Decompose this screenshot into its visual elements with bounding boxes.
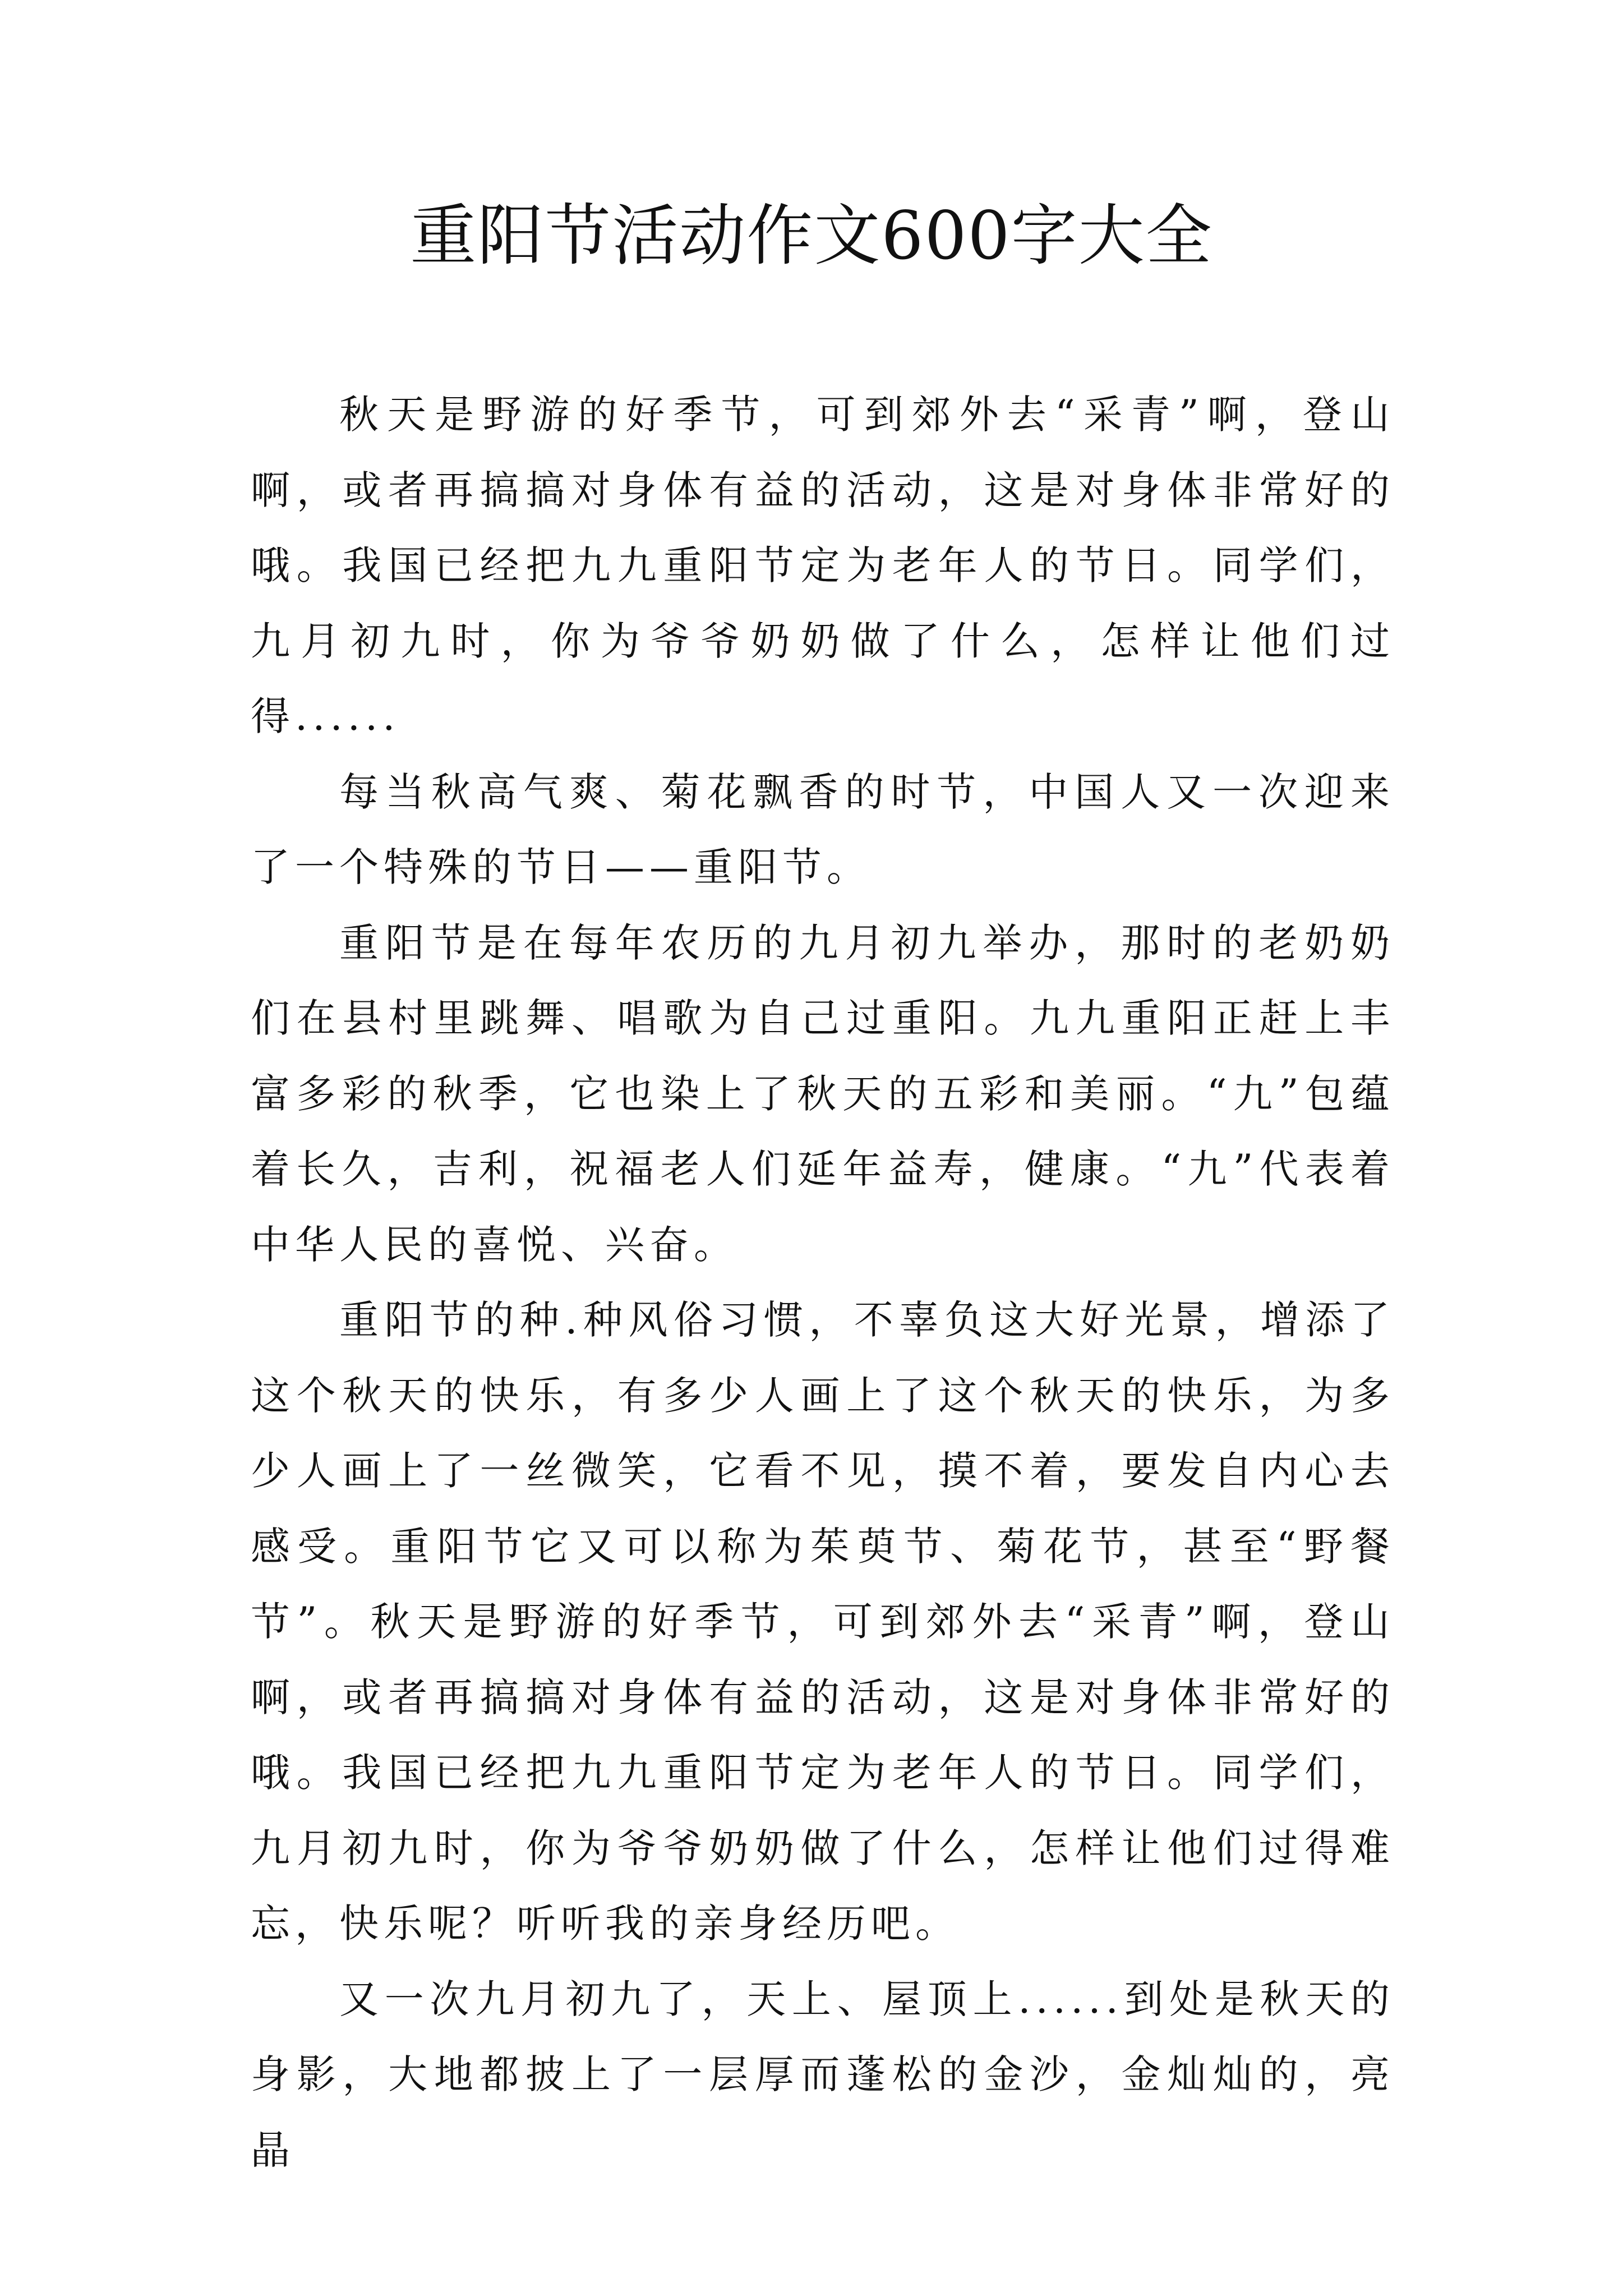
document-body <box>251 377 1395 2188</box>
document-title: 重阳节活动作文600字大全 <box>410 197 1213 274</box>
paragraph-4: 重阳节的种.种风俗习惯，不辜负这大好光景，增添了这个秋天的快乐，有多少人画上了这个秋天的快乐，为多少人画上了一丝微笑，它看不见，摸不着，要发自内心去感受。重阳节它又可以称为茱萸节、菊花节，甚至“野餐节”。秋天是野游的好季节，可到郊外去“采青”啊，登山啊，或者再搞搞对身体有益的活动，这是对身体非常好的哦。我国已经把九九重阳节定为老年人的节日。同学们，九月初九时，你为爷爷奶奶做了什么，怎样让他们过得难忘，快乐呢？听听我的亲身经历吧。 <box>251 1297 1395 1947</box>
paragraph-5: 又一次九月初九了，天上、屋顶上......到处是秋天的身影，大地都披上了一层厚而蓬松的金沙，金灿灿的，亮晶 <box>251 1976 1395 2173</box>
paragraph-1: 秋天是野游的好季节，可到郊外去“采青”啊，登山啊，或者再搞搞对身体有益的活动，这是对身体非常好的哦。我国已经把九九重阳节定为老年人的节日。同学们，九月初九时，你为爷爷奶奶做了什么，怎样让他们过得...... <box>251 392 1395 739</box>
paragraph-3: 重阳节是在每年农历的九月初九举办，那时的老奶奶们在县村里跳舞、唱歌为自己过重阳。九九重阳正赶上丰富多彩的秋季，它也染上了秋天的五彩和美丽。“九”包蕴着长久，吉利，祝福老人们延年益寿，健康。“九”代表着中华人民的喜悦、兴奋。 <box>251 919 1395 1268</box>
paragraph-2: 每当秋高气爽、菊花飘香的时节，中国人又一次迎来了一个特殊的节日——重阳节。 <box>251 769 1395 890</box>
